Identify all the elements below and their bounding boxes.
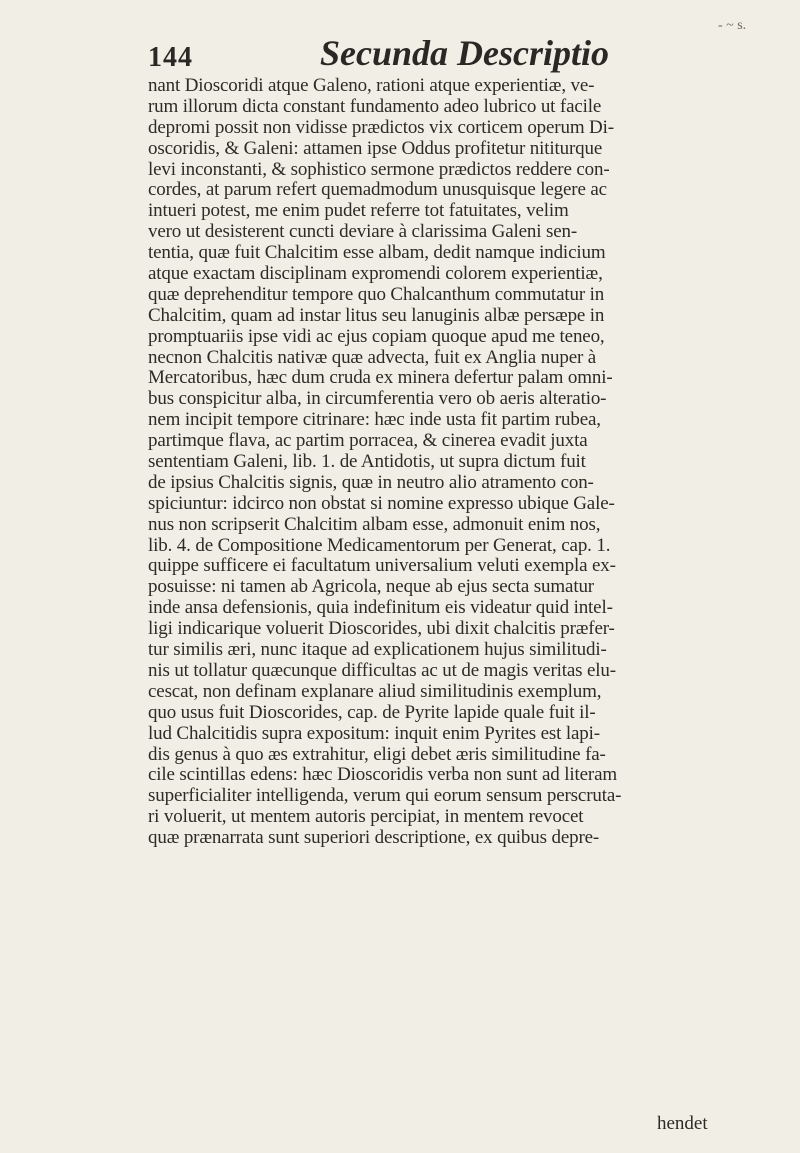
text-line: nant Dioscoridi atque Galeno, rationi atque experientiæ, ve- <box>148 76 595 96</box>
text-line: nis ut tollatur quæcunque difficultas ac ut de magis veritas elu- <box>148 660 616 681</box>
text-line: Chalcitim, quam ad instar litus seu lanuginis albæ persæpe in <box>148 305 605 326</box>
text-line: vero ut desisterent cuncti deviare à clarissima Galeni sen- <box>148 222 578 243</box>
catchword: hendet <box>657 1113 708 1134</box>
page-header <box>148 28 708 78</box>
text-line: quo usus fuit Dioscorides, cap. de Pyrite lapide quale fuit il- <box>148 702 596 723</box>
text-line: oscoridis, & Galeni: attamen ipse Oddus profitetur nititurque <box>148 138 603 159</box>
text-line: lud Chalcitidis supra expositum: inquit enim Pyrites est lapi- <box>148 723 600 744</box>
text-line: partimque flava, ac partim porracea, & cinerea evadit juxta <box>148 431 588 452</box>
page-number: 144 <box>148 42 193 73</box>
text-line: Mercatoribus, hæc dum cruda ex minera defertur palam omni- <box>148 368 613 389</box>
text-line: levi inconstanti, & sophistico sermone prædictos reddere con- <box>148 159 610 180</box>
text-line: cescat, non definam explanare aliud similitudinis exemplum, <box>148 681 602 702</box>
text-line: ri voluerit, ut mentem autoris percipiat, in mentem revocet <box>148 807 584 828</box>
text-line: lib. 4. de Compositione Medicamentorum per Generat, cap. 1. <box>148 535 611 556</box>
text-line: cile scintillas edens: hæc Dioscoridis verba non sunt ad literam <box>148 765 617 786</box>
margin-mark: - ~ s. <box>718 18 747 33</box>
body-text <box>148 76 716 849</box>
text-line: de ipsius Chalcitis signis, quæ in neutro alio atramento con- <box>148 472 594 493</box>
text-line: quæ prænarrata sunt superiori descriptione, ex quibus depre- <box>148 828 600 849</box>
text-line: quæ deprehenditur tempore quo Chalcanthum commutatur in <box>148 284 605 305</box>
text-line: nus non scripserit Chalcitim albam esse, admonuit enim nos, <box>148 514 601 535</box>
text-line: promptuariis ipse vidi ac ejus copiam quoque apud me teneo, <box>148 326 605 347</box>
text-line: dis genus à quo æs extrahitur, eligi debet æris similitudine fa- <box>148 744 606 765</box>
text-line: ligi indicarique voluerit Dioscorides, ubi dixit chalcitis præfer- <box>148 619 615 640</box>
running-head: Secunda Descriptio <box>320 33 610 73</box>
text-line: inde ansa defensionis, quia indefinitum eis videatur quid intel- <box>148 598 613 619</box>
text-line: atque exactam disciplinam expromendi colorem experientiæ, <box>148 264 603 285</box>
text-line: tur similis æri, nunc itaque ad explicationem hujus similitudi- <box>148 640 607 661</box>
text-line: necnon Chalcitis nativæ quæ advecta, fuit ex Anglia nuper à <box>148 347 597 368</box>
text-line: intueri potest, me enim pudet referre tot fatuitates, velim <box>148 201 569 222</box>
text-line: quippe sufficere ei facultatum universalium veluti exempla ex- <box>148 556 616 577</box>
text-line: spiciuntur: idcirco non obstat si nomine expresso ubique Gale- <box>148 493 615 514</box>
text-line: superficialiter intelligenda, verum qui eorum sensum perscruta- <box>148 786 622 807</box>
text-line: cordes, at parum refert quemadmodum unusquisque legere ac <box>148 180 607 201</box>
text-line: posuisse: ni tamen ab Agricola, neque ab ejus secta sumatur <box>148 577 594 598</box>
text-line: bus conspicitur alba, in circumferentia vero ob aeris alteratio- <box>148 389 607 410</box>
text-line: nem incipit tempore citrinare: hæc inde usta fit partim rubea, <box>148 410 601 431</box>
text-line: tentia, quæ fuit Chalcitim esse albam, dedit namque indicium <box>148 243 606 264</box>
text-line: rum illorum dicta constant fundamento adeo lubrico ut facile <box>148 96 602 117</box>
text-line: depromi possit non vidisse prædictos vix corticem operum Di- <box>148 117 614 138</box>
text-line: sententiam Galeni, lib. 1. de Antidotis, ut supra dictum fuit <box>148 452 586 473</box>
